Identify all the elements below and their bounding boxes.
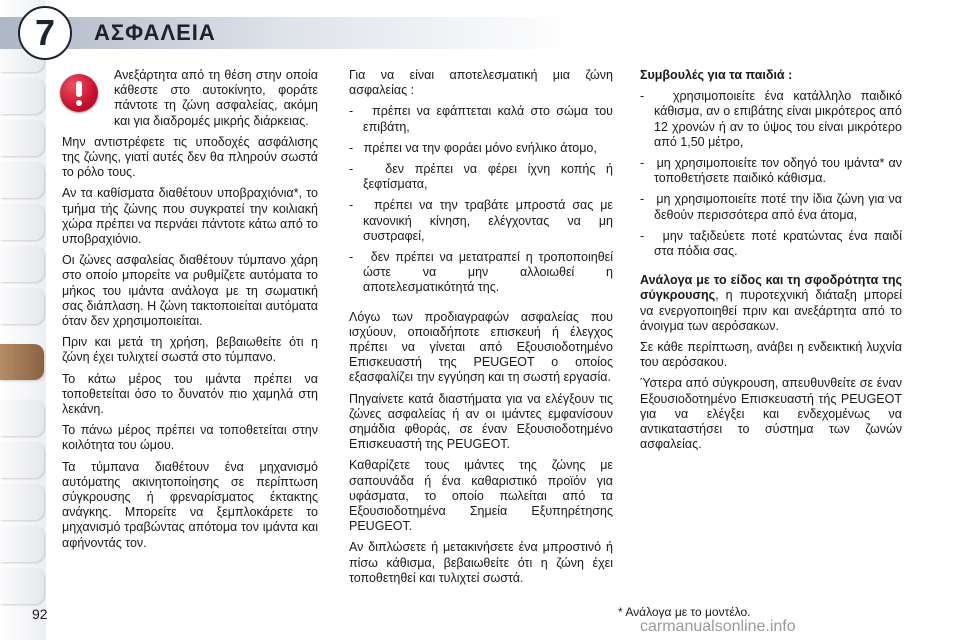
chapter-tab[interactable] bbox=[0, 78, 44, 114]
paragraph: Το κάτω μέρος του ιμάντα πρέπει να τοποθετείται όσο το δυνατόν πιο χαμηλά στη λεκάνη. bbox=[62, 371, 318, 417]
children-advice-list bbox=[640, 89, 902, 259]
list-item: - μη χρησιμοποιείτε τον οδηγό του ιμάντα* αν τοποθετήσετε παιδικό κάθισμα. bbox=[640, 156, 902, 186]
paragraph: Ανάλογα με το είδος και τη σφοδρότητα της σύγκρουσης, η πυροτεχνική διάταξη μπορεί να ενεργοποιηθεί πριν και ανεξάρτητα από το άνοιγμα των αερόσακων. bbox=[640, 273, 902, 333]
chapter-tab-strip bbox=[0, 0, 46, 640]
paragraph: Καθαρίζετε τους ιμάντες της ζώνης με σαπουνάδα ή ένα καθαριστικό προϊόν για υφάσματα, το οποίο πωλείται από τα Εξουσιοδοτημένα Σημεία Εξυπηρέτησης PEUGEOT. bbox=[349, 458, 613, 534]
paragraph: Πηγαίνετε κατά διαστήματα για να ελέγξουν τις ζώνες ασφαλείας ή αν οι ιμάντες εμφανίσουν σημάδια φθοράς, σε έναν Εξουσιοδοτημένο Επισκευαστή της PEUGEOT. bbox=[349, 391, 613, 452]
chapter-tab[interactable] bbox=[0, 246, 44, 282]
paragraph: Τα τύμπανα διαθέτουν ένα μηχανισμό αυτόματης ακινητοποίησης σε περίπτωση σύγκρουσης ή φρεναρίσματος έκτακτης ανάγκης. Μπορείτε να ξεμπλοκάρετε το μηχανισμό τραβώντας απότομα τον ιμάντα και αφήνοντάς τον. bbox=[62, 459, 318, 550]
crash-heading: Ανάλογα με το είδος και τη σφοδρότητα της σύγκρουσης bbox=[640, 273, 902, 303]
list-item: - πρέπει να την τραβάτε μπροστά σας με κανονική κίνηση, ελέγχοντας να μη συστραφεί, bbox=[349, 198, 613, 243]
section-heading: Συμβουλές για τα παιδιά : bbox=[640, 68, 793, 82]
paragraph: Ανεξάρτητα από τη θέση στην οποία κάθεστε στο αυτοκίνητο, φοράτε πάντοτε τη ζώνη ασφαλείας, ακόμη και για διαδρομές μικρής διάρκειας. bbox=[114, 68, 318, 128]
page-title: ΑΣΦΑΛΕΙΑ bbox=[94, 20, 216, 45]
chapter-tab[interactable] bbox=[0, 526, 44, 562]
footnote: * Ανάλογα με το μοντέλο. bbox=[618, 605, 751, 619]
paragraph: Το πάνω μέρος πρέπει να τοποθετείται στην κοιλότητα του ώμου. bbox=[62, 423, 318, 453]
watermark: carmanualsonline.info bbox=[640, 618, 796, 635]
list-item: - δεν πρέπει να μετατραπεί η τροποποιηθεί ώστε να μην αλλοιωθεί η αποτελεσματικότητά της. bbox=[349, 250, 613, 295]
effectiveness-list bbox=[349, 104, 613, 295]
paragraph: Ύστερα από σύγκρουση, απευθυνθείτε σε έναν Εξουσιοδοτημένο Επισκευαστή τής PEUGEOT για να ελέγξει και ενδεχομένως να αντικαταστήσει το σύστημα των ζωνών ασφαλείας. bbox=[640, 376, 902, 452]
paragraph: Αν διπλώσετε ή μετακινήσετε ένα μπροστινό ή πίσω κάθισμα, βεβαιωθείτε ότι η ζώνη έχει τοποθετηθεί και τυλιχτεί σωστά. bbox=[349, 540, 613, 585]
column-1 bbox=[62, 68, 318, 557]
chapter-tab[interactable] bbox=[0, 204, 44, 240]
list-item: - πρέπει να εφάπτεται καλά στο σώμα του επιβάτη, bbox=[349, 104, 613, 134]
list-item: - χρησιμοποιείτε ένα κατάλληλο παιδικό κάθισμα, αν ο επιβάτης είναι μικρότερος από 12 χρονών ή αν το ύψος του είναι μικρότερο από 1,50 μέτρο, bbox=[640, 89, 902, 149]
chapter-tab-active[interactable] bbox=[0, 344, 44, 380]
paragraph: Αν τα καθίσματα διαθέτουν υποβραχιόνια*, το τμήμα τής ζώνης που συγκρατεί την κοιλιακή χώρα πρέπει να περνάει πάντοτε κάτω από το υποβραχιόνιο. bbox=[62, 186, 318, 247]
list-item: - μην ταξιδεύετε ποτέ κρατώντας ένα παιδί στα πόδια σας. bbox=[640, 228, 902, 259]
chapter-tab[interactable] bbox=[0, 400, 44, 436]
column-3 bbox=[640, 68, 902, 458]
list-item: - δεν πρέπει να φέρει ίχνη κοπής ή ξεφτίσματα, bbox=[349, 162, 613, 192]
paragraph: Οι ζώνες ασφαλείας διαθέτουν τύμπανο χάρη στο οποίο μπορείτε να ρυθμίζετε αυτόματα το μήκος του ιμάντα ανάλογα με τη σωματική σας διάπλαση. Η ζώνη τακτοποιείται αυτόματα όταν δεν χρησιμοποιείται. bbox=[62, 253, 318, 329]
column-2 bbox=[349, 68, 613, 592]
paragraph: Σε κάθε περίπτωση, ανάβει η ενδεικτική λυχνία του αερόσακου. bbox=[640, 340, 902, 370]
chapter-tab[interactable] bbox=[0, 568, 44, 604]
chapter-tab[interactable] bbox=[0, 288, 44, 324]
list-item: - πρέπει να την φοράει μόνο ενήλικο άτομο, bbox=[349, 140, 597, 155]
list-item: - μη χρησιμοποιείτε ποτέ την ίδια ζώνη για να δεθούν περισσότερα από ένα άτομα, bbox=[640, 192, 902, 222]
chapter-tab[interactable] bbox=[0, 120, 44, 156]
chapter-tab[interactable] bbox=[0, 442, 44, 478]
paragraph: Πριν και μετά τη χρήση, βεβαιωθείτε ότι η ζώνη έχει τυλιχτεί σωστά στο τύμπανο. bbox=[62, 335, 318, 365]
paragraph: Για να είναι αποτελεσματική μια ζώνη ασφαλείας : bbox=[349, 68, 613, 98]
chapter-number: 7 bbox=[18, 6, 72, 60]
chapter-tab[interactable] bbox=[0, 162, 44, 198]
paragraph: Λόγω των προδιαγραφών ασφαλείας που ισχύουν, οποιαδήποτε επισκευή ή έλεγχος πρέπει να γίνεται από Εξουσιοδοτημένο Επισκευαστή της PEUGEOT ο οποίος εξασφαλίζει την εγγύηση και τη σωστή εργασία. bbox=[349, 309, 613, 385]
paragraph: Μην αντιστρέφετε τις υποδοχές ασφάλισης της ζώνης, γιατί αυτές δεν θα πληρούν σωστά το ρόλο τους. bbox=[62, 134, 318, 180]
chapter-tab[interactable] bbox=[0, 484, 44, 520]
page-number: 92 bbox=[32, 606, 48, 622]
